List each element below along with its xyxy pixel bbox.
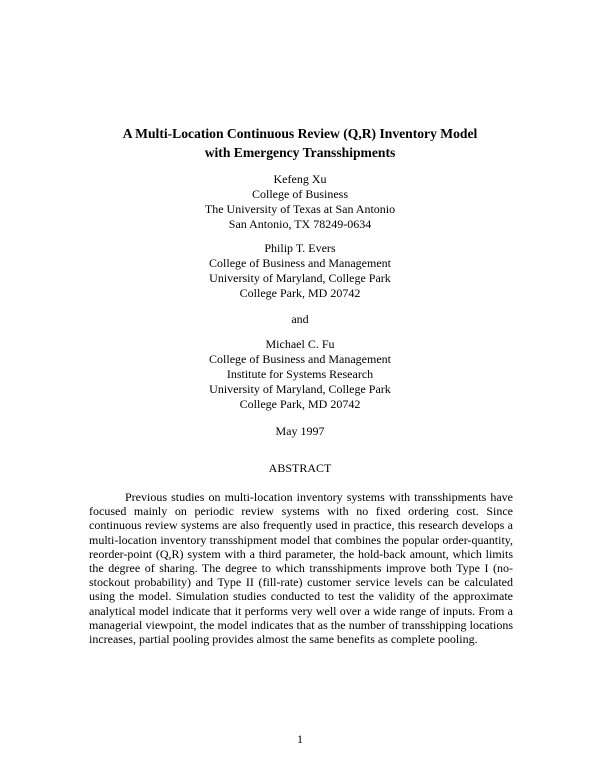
author-affiliation-line: University of Maryland, College Park [209,382,391,396]
author-affiliation-line: The University of Texas at San Antonio [204,202,396,216]
author-block-xu [0,172,600,232]
abstract-body: Previous studies on multi-location inventory systems with transshipments have focused mainly on periodic review systems with no fixed ordering cost. Since continuous review systems are also frequently used in practice, this research develops a multi-location inventory transshipment model that combines the popular order-quantity, reorder-point (Q,R) system with a third parameter, the hold-back amount, which limits the degree of sharing. The degree to which transshipments improve both Type I (no-stockout probability) and Type II (fill-rate) customer service levels can be calculated using the model. Simulation studies conducted to test the validity of the approximate analytical model indicate that it performs very well over a wide range of inputs. From a managerial viewpoint, the model indicates that as the number of transshipping locations increases, partial pooling provides almost the same benefits as complete pooling. [89,490,513,647]
author-name: Michael C. Fu [265,337,335,351]
author-affiliation-line: College Park, MD 20742 [239,286,361,300]
author-name: Kefeng Xu [273,172,327,186]
author-affiliation-line: College of Business [252,187,348,201]
abstract-heading: ABSTRACT [268,461,332,475]
and-text: and [291,312,309,326]
author-affiliation-line: University of Maryland, College Park [209,271,391,285]
publication-date [0,424,600,439]
author-block-evers [0,241,600,301]
author-affiliation-line: San Antonio, TX 78249-0634 [228,217,372,231]
author-name: Philip T. Evers [264,241,336,255]
title-line-1: A Multi-Location Continuous Review (Q,R) Inventory Model [122,126,478,141]
author-affiliation-line: College of Business and Management [209,256,391,270]
author-block-fu [0,337,600,412]
author-affiliation-line: Institute for Systems Research [226,367,374,381]
author-affiliation-line: College Park, MD 20742 [239,397,361,411]
title-line-2: with Emergency Transshipments [204,145,396,160]
page-number: 1 [297,732,303,746]
and-separator [0,312,600,327]
paper-title [0,124,600,162]
date-text: May 1997 [275,424,325,438]
author-affiliation-line: College of Business and Management [209,352,391,366]
